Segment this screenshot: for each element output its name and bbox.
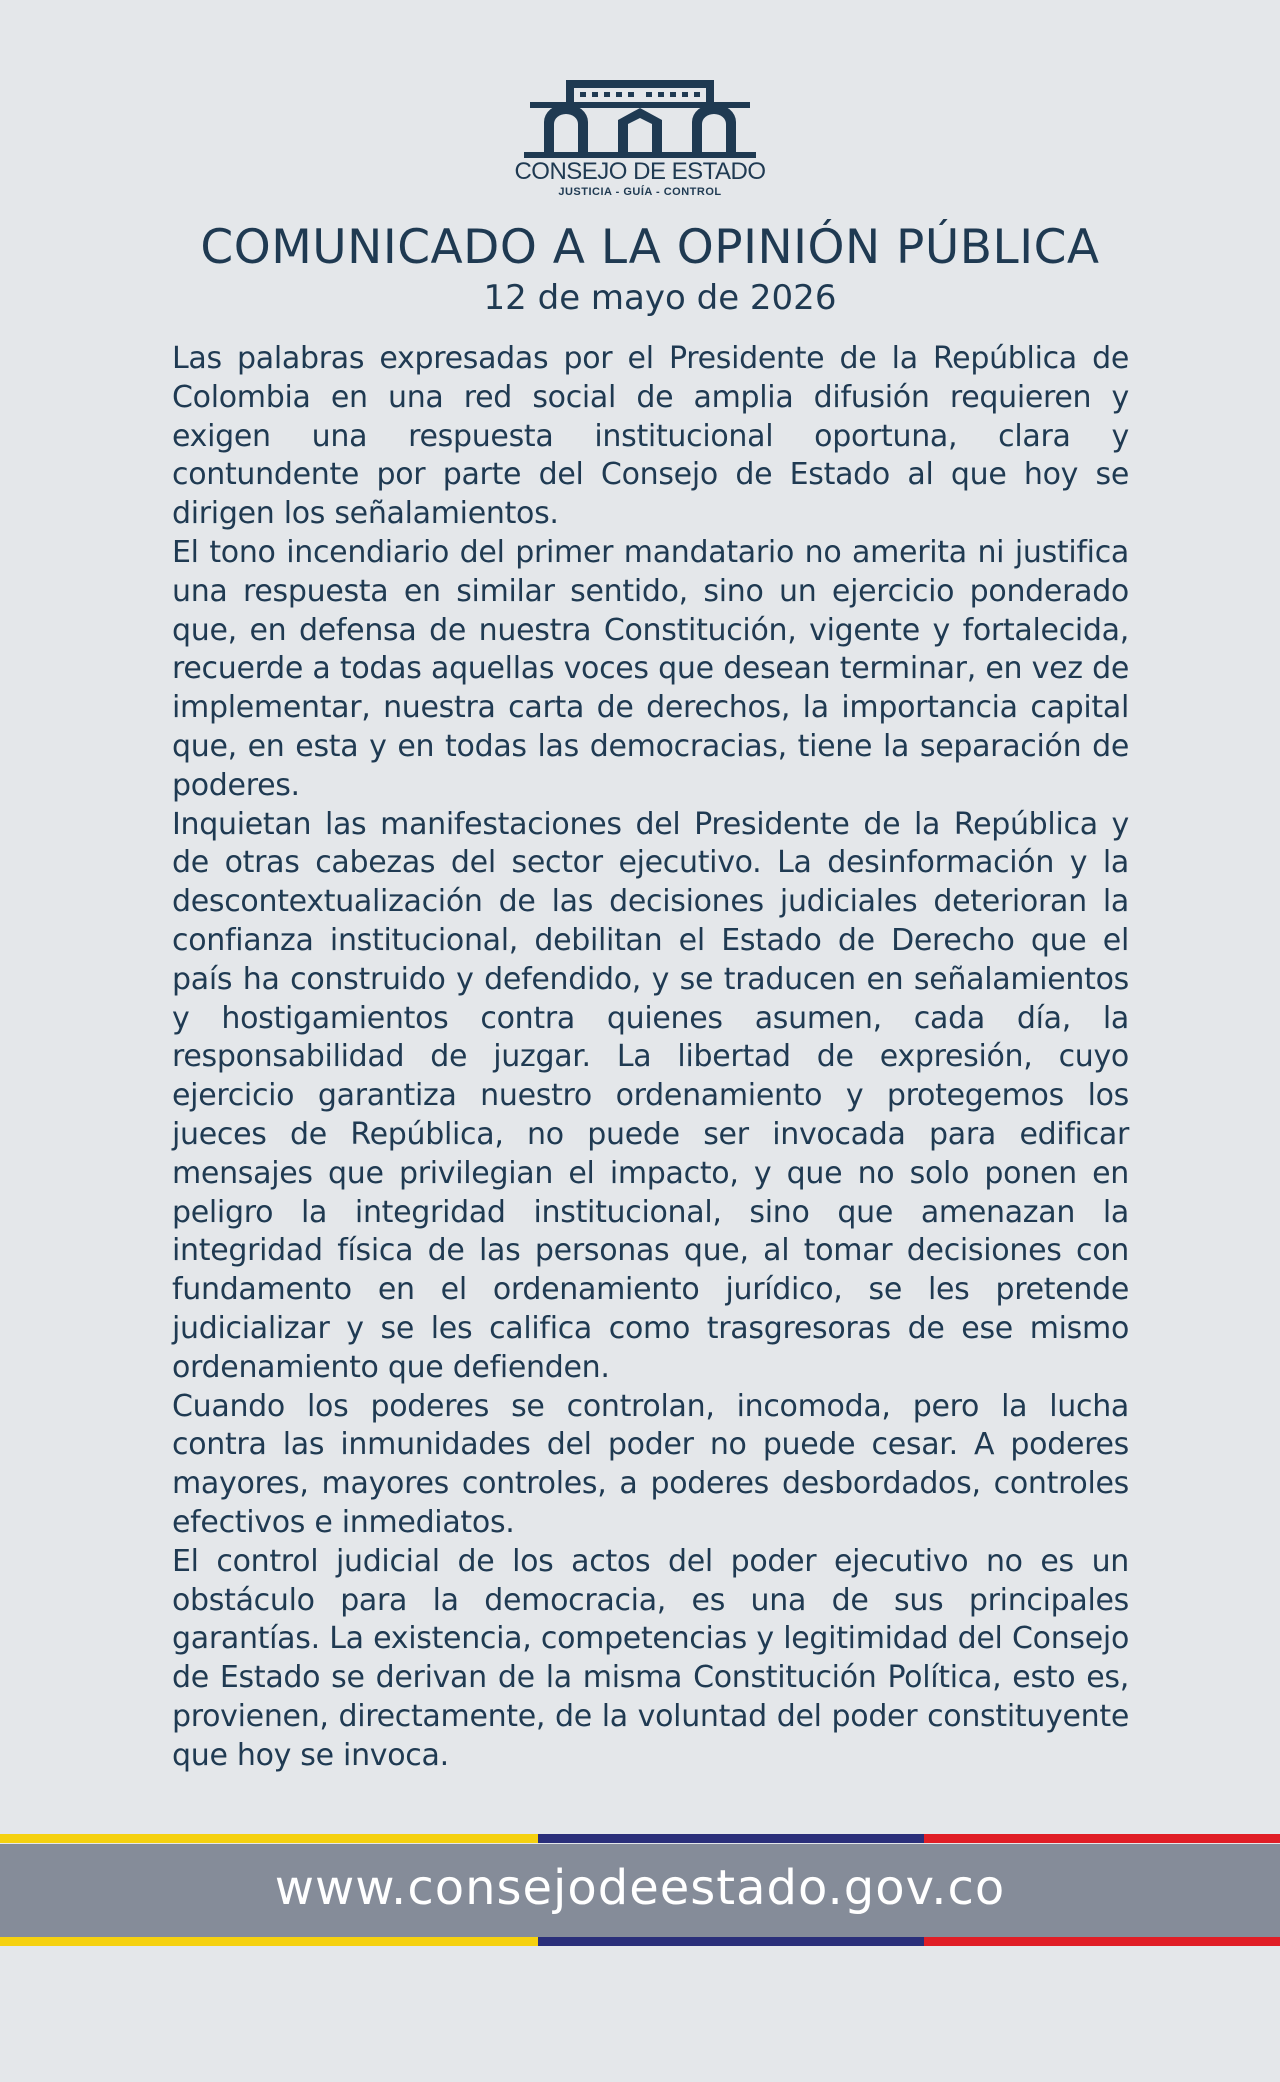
stripe-yellow: [0, 1834, 538, 1843]
website-url[interactable]: www.consejodeestado.gov.co: [274, 1860, 1006, 1916]
logo-name: CONSEJO DE ESTADO: [514, 158, 766, 185]
paragraph-4: Cuando los poderes se controlan, incomoda, pero la lucha contra las inmunidades del poder no puede cesar. A poderes mayores, mayores controles, a poderes desbordados, controles efectivos e inmediatos.: [172, 1388, 1129, 1540]
communique-date: 12 de mayo de 2026: [483, 278, 837, 318]
consejo-de-estado-logo: [490, 78, 790, 204]
stripe-blue: [538, 1937, 924, 1946]
stripe-red: [924, 1937, 1280, 1946]
paragraph-5: El control judicial de los actos del poder ejecutivo no es un obstáculo para la democracia, es una de sus principales garantías. La existencia, competencias y legitimidad del Consejo de Estado se derivan de la misma Constitución Política, esto es, provienen, directamente, de la voluntad del poder constituyente que hoy se invoca.: [172, 1543, 1129, 1773]
page-title: COMUNICADO A LA OPINIÓN PÚBLICA: [200, 220, 1100, 275]
building-emblem-icon: [500, 78, 780, 158]
paragraph-3: Inquietan las manifestaciones del Presidente de la República y de otras cabezas del sector ejecutivo. La desinformación y la descontextualización de las decisiones judiciales deterioran la confianza institucional, debilitan el Estado de Derecho que el país ha construido y defendido, y se traducen en señalamientos y hostigamientos contra quienes asumen, cada día, la responsabilidad de juzgar. La libertad de expresión, cuyo ejercicio garantiza nuestro ordenamiento y protegemos los jueces de República, no puede ser invocada para edificar mensajes que privilegian el impacto, y que no solo ponen en peligro la integridad institucional, sino que amenazan la integridad física de las personas que, al tomar decisiones con fundamento en el ordenamiento jurídico, se les pretende judicializar y se les califica como trasgresoras de ese mismo ordenamiento que defienden.: [172, 806, 1129, 1385]
paragraph-1: Las palabras expresadas por el Presidente de la República de Colombia en una red social de amplia difusión requieren y exigen una respuesta institucional oportuna, clara y contundente por parte del Consejo de Estado al que hoy se dirigen los señalamientos.: [172, 341, 1129, 532]
communique-body: [172, 340, 1129, 1775]
paragraph-2: El tono incendiario del primer mandatario no amerita ni justifica una respuesta en similar sentido, sino un ejercicio ponderado que, en defensa de nuestra Constitución, vigente y fortalecida, recuerde a todas aquellas voces que desean terminar, en vez de implementar, nuestra carta de derechos, la importancia capital que, en esta y en todas las democracias, tiene la separación de poderes.: [172, 534, 1129, 803]
stripe-yellow: [0, 1937, 538, 1946]
logo-motto: JUSTICIA - GUÍA - CONTROL: [558, 186, 722, 198]
stripe-blue: [538, 1834, 924, 1843]
stripe-red: [924, 1834, 1280, 1843]
